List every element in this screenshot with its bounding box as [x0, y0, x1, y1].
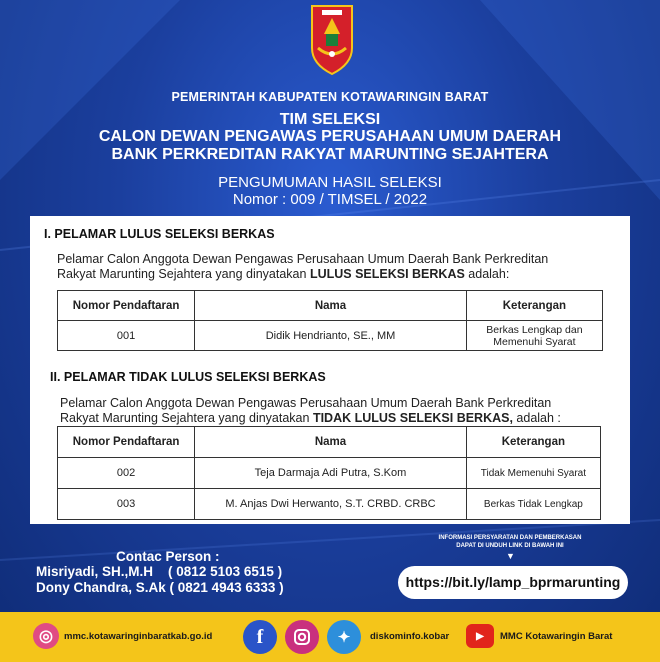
table-row: 002 Teja Darmaja Adi Putra, S.Kom Tidak Memenuhi Syarat: [58, 458, 601, 489]
section-failed-heading: II. PELAMAR TIDAK LULUS SELEKSI BERKAS: [50, 370, 326, 384]
government-title: PEMERINTAH KABUPATEN KOTAWARINGIN BARAT: [171, 90, 489, 104]
passed-table: [57, 290, 603, 351]
download-link[interactable]: https://bit.ly/lamp_bprmarunting: [398, 566, 628, 599]
bank-title: BANK PERKREDITAN RAKYAT MARUNTING SEJAHTERA: [111, 146, 549, 163]
contact-title: Contac Person :: [116, 549, 220, 564]
column-header-number: Nomor Pendaftaran: [58, 427, 195, 458]
column-header-number: Nomor Pendaftaran: [58, 291, 195, 321]
board-title: CALON DEWAN PENGAWAS PERUSAHAAN UMUM DAERAH: [98, 128, 562, 145]
instagram-glyph: [293, 628, 311, 646]
section-failed-description: Pelamar Calon Anggota Dewan Pengawas Perusahaan Umum Daerah Bank Perkreditan Rakyat Marunting Sejahtera yang dinyatakan TIDAK LULUS SELEKSI BERKAS, adalah :: [60, 396, 561, 425]
table-row: 001 Didik Hendrianto, SE., MM Berkas Lengkap dan Memenuhi Syarat: [58, 321, 603, 351]
arrow-down-icon: ▼: [506, 551, 515, 561]
committee-title: TIM SELEKSI: [279, 111, 381, 128]
regency-emblem-icon: [310, 4, 354, 76]
announcement-number: Nomor : 009 / TIMSEL / 2022: [232, 191, 428, 208]
column-header-note: Keterangan: [466, 427, 600, 458]
website-link[interactable]: mmc.kotawaringinbaratkab.go.id: [64, 631, 213, 642]
instagram-icon[interactable]: [285, 620, 319, 654]
youtube-channel[interactable]: MMC Kotawaringin Barat: [500, 631, 613, 642]
announcement-title: PENGUMUMAN HASIL SELEKSI: [218, 174, 442, 191]
footer-bar: [0, 612, 660, 662]
section-passed-description: Pelamar Calon Anggota Dewan Pengawas Perusahaan Umum Daerah Bank Perkreditan Rakyat Marunting Sejahtera yang dinyatakan LULUS SELEKSI BERKAS adalah:: [57, 252, 549, 281]
twitter-icon[interactable]: ✦: [327, 620, 361, 654]
results-card: [30, 216, 630, 524]
column-header-name: Nama: [195, 427, 467, 458]
facebook-icon[interactable]: f: [243, 620, 277, 654]
contact-person-1: Misriyadi, SH.,M.H ( 0812 5103 6515 ): [36, 564, 283, 579]
failed-table: [57, 426, 601, 520]
column-header-note: Keterangan: [466, 291, 602, 321]
table-row: 003 M. Anjas Dwi Herwanto, S.T. CRBD. CRBC Berkas Tidak Lengkap: [58, 489, 601, 520]
contact-person-2: Dony Chandra, S.Ak ( 0821 4943 6333 ): [36, 580, 284, 595]
dribbble-icon[interactable]: ◎: [33, 623, 59, 649]
download-info: INFORMASI PERSYARATAN DAN PEMBERKASAN DAPAT DI UNDUH LINK DI BAWAH INI: [438, 535, 582, 549]
section-passed-heading: I. PELAMAR LULUS SELEKSI BERKAS: [44, 227, 275, 241]
column-header-name: Nama: [195, 291, 467, 321]
social-handle[interactable]: diskominfo.kobar: [370, 631, 450, 642]
youtube-icon[interactable]: ▶: [466, 624, 494, 648]
